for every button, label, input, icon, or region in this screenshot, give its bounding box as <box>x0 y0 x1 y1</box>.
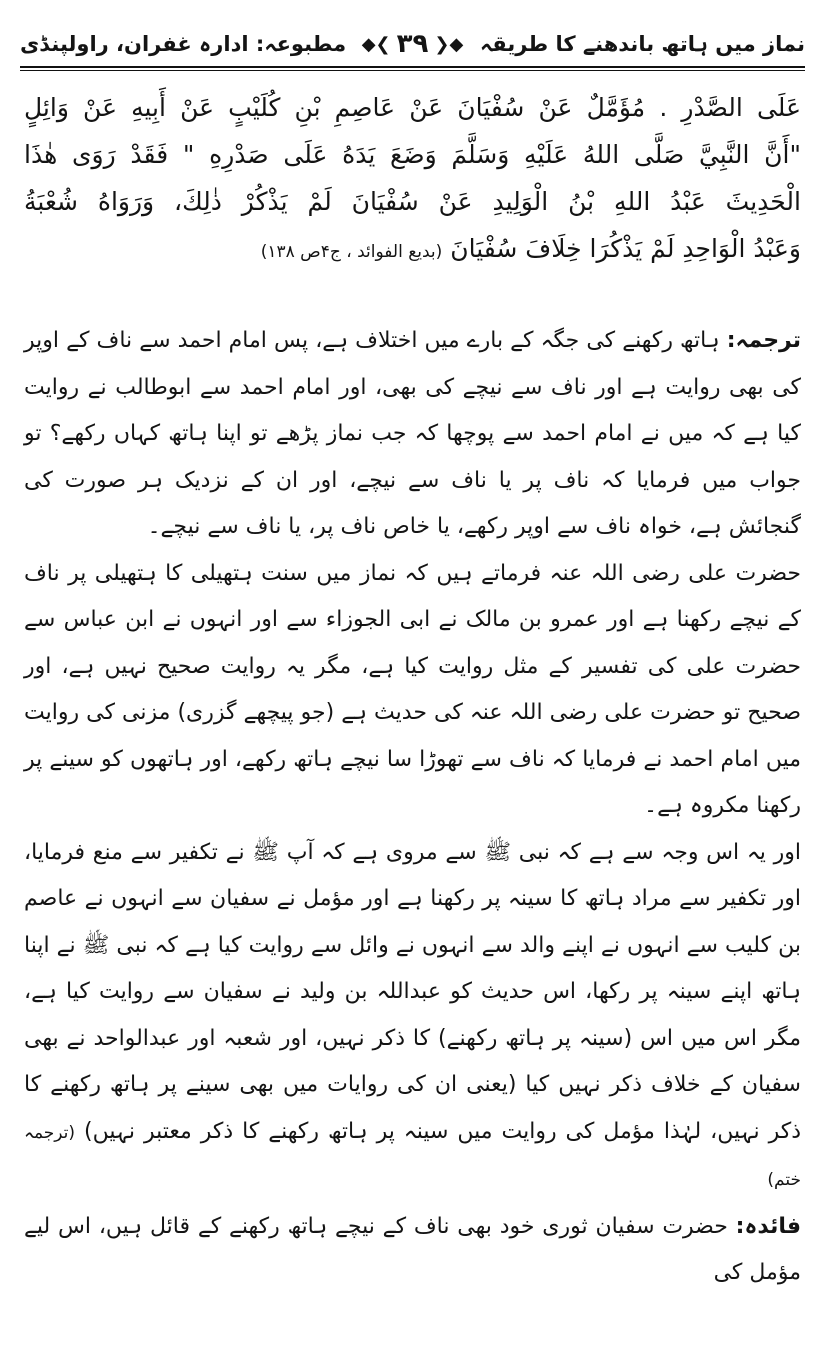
page-title: نماز میں ہاتھ باندھنے کا طریقہ <box>480 32 805 56</box>
translation-paragraph <box>24 551 801 830</box>
header-divider <box>20 66 805 68</box>
publisher-line: مطبوعہ: ادارہ غفران، راولپنڈی <box>20 32 347 56</box>
header-divider-thin <box>20 70 805 71</box>
ornament-icon: ◆❮ <box>361 33 391 55</box>
source-reference: (بدیع الفوائد ، ج۴ص ۱۳۸) <box>260 242 443 262</box>
translation-end-note: (ترجمہ ختم) <box>24 1122 801 1190</box>
arabic-line-last <box>24 225 801 276</box>
translation-text: حضرت علی رضی اللہ عنہ فرماتے ہیں کہ نماز میں سنت ہتھیلی کا ہتھیلی پر ناف کے نیچے رکھنا ہے اور عمرو بن مالک نے ابی الجوزاء سے اور انہوں نے ابن عباس سے حضرت علی کی تفسیر کے مثل روایت کیا ہے، مگر یہ روایت صحیح نہیں ہے، اور صحیح تو حضرت علی رضی اللہ عنہ کی حدیث ہے (جو پیچھے گزری) مزنی کی روایت میں امام احمد نے فرمایا کہ ناف سے تھوڑا سا نیچے ہاتھ رکھے، اور ہاتھوں کو سینے پر رکھنا مکروہ ہے۔ <box>24 560 801 818</box>
page-number-block <box>362 29 464 59</box>
translation-paragraph <box>24 830 801 1204</box>
translation-text: ہاتھ رکھنے کی جگہ کے بارے میں اختلاف ہے، پس امام احمد سے ناف کے اوپر کی بھی روایت ہے اور ناف سے نیچے کی بھی، اور امام احمد سے ابوطالب نے روایت کیا ہے کہ میں نے امام احمد سے پوچھا کہ جب نماز پڑھے تو اپنا ہاتھ کہاں رکھے؟ تو جواب میں فرمایا کہ ناف پر یا ناف سے نیچے، اور ان کے نزدیک ہر صورت کی گنجائش ہے، خواہ ناف سے اوپر رکھے، یا خاص ناف پر، یا ناف سے نیچے۔ <box>24 328 801 539</box>
arabic-line: "أَنَّ النَّبِيَّ صَلَّى اللهُ عَلَيْهِ وَسَلَّمَ وَضَعَ يَدَهُ عَلَى صَدْرِهِ " فَقَدْ رَوَى هٰذَا <box>24 140 801 169</box>
translation-paragraph <box>24 318 801 551</box>
translation-text: اور یہ اس وجہ سے ہے کہ نبی ﷺ سے مروی ہے کہ آپ ﷺ نے تکفیر سے منع فرمایا، اور تکفیر سے مراد ہاتھ کا سینہ پر رکھنا ہے اور مؤمل نے سفیان سے انہوں نے عاصم بن کلیب سے انہوں نے اپنے والد سے انہوں نے وائل سے روایت کیا ہے کہ نبی ﷺ نے اپنا ہاتھ اپنے سینہ پر رکھا، اس حدیث کو عبداللہ بن ولید نے سفیان سے روایت کیا ہے، مگر اس میں اس (سینہ پر ہاتھ رکھنے) کا ذکر نہیں، اور شعبہ اور عبدالواحد نے بھی سفیان کے خلاف ذکر نہیں کیا (یعنی ان کی روایات میں بھی سینے پر ہاتھ رکھنے کا ذکر نہیں، لہٰذا مؤمل کی روایت میں سینہ پر ہاتھ رکھنے کا ذکر معتبر نہیں) <box>24 839 801 1144</box>
ornament-icon: ❯◆ <box>434 33 464 55</box>
benefit-paragraph <box>24 1204 801 1297</box>
arabic-line: عَلَى الصَّدْرِ . مُؤَمَّلٌ عَنْ سُفْيَانَ عَنْ عَاصِمِ بْنِ كُلَيْبٍ عَنْ أَبِيهِ عَنْ وَائِلٍ <box>24 93 801 122</box>
arabic-line: وَعَبْدُ الْوَاحِدِ لَمْ يَذْكُرَا خِلَافَ سُفْيَانَ <box>450 234 801 263</box>
benefit-label: فائدہ: <box>735 1213 801 1239</box>
arabic-line: الْحَدِيثَ عَبْدُ اللهِ بْنُ الْوَلِيدِ عَنْ سُفْيَانَ لَمْ يَذْكُرْ ذٰلِكَ، وَرَوَاهُ شُعْبَةُ <box>24 187 801 216</box>
urdu-body <box>24 318 801 1297</box>
benefit-text: حضرت سفیان ثوری خود بھی ناف کے نیچے ہاتھ رکھنے کے قائل ہیں، اس لیے مؤمل کی <box>24 1213 801 1285</box>
page-number: ۳۹ <box>396 29 429 59</box>
page-header <box>20 24 805 64</box>
translation-label: ترجمہ: <box>726 328 801 353</box>
arabic-quotation <box>24 84 801 276</box>
